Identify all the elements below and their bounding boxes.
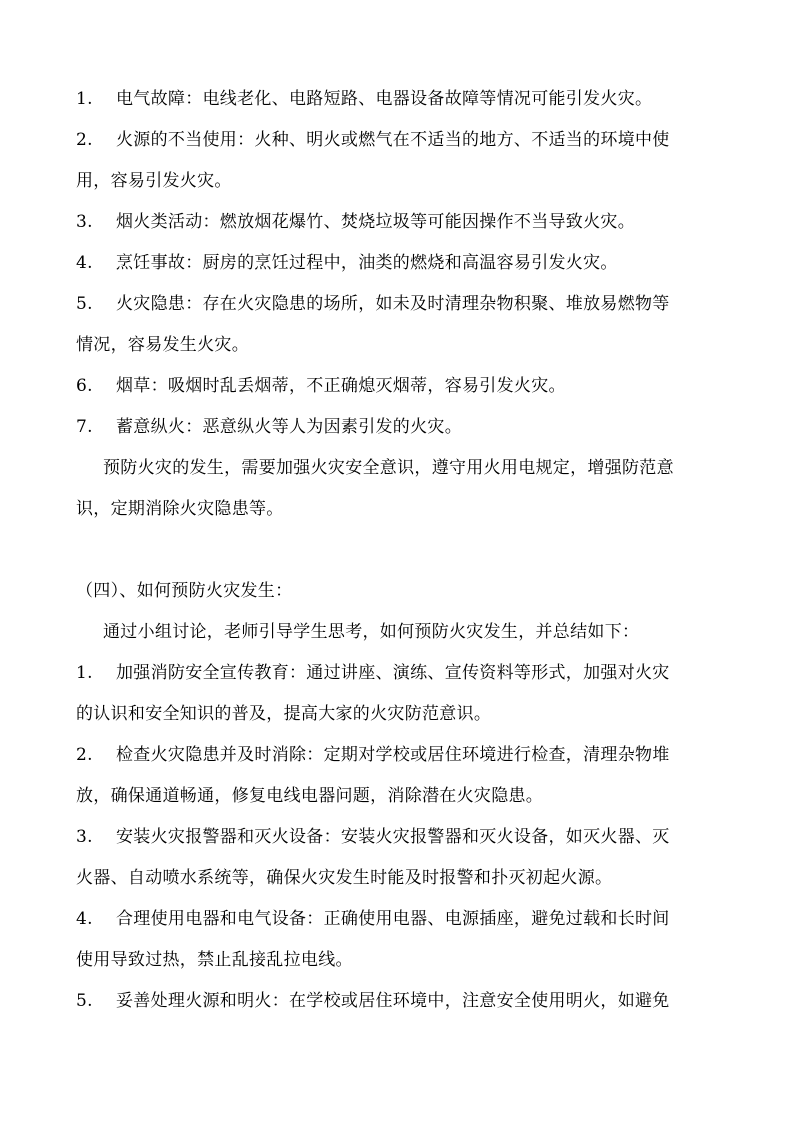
item-text: 火灾隐患：存在火灾隐患的场所，如未及时清理杂物积聚、堆放易燃物等 — [116, 294, 670, 314]
item-text: 火源的不当使用：火种、明火或燃气在不适当的地方、不适当的环境中使 — [116, 130, 670, 150]
list-item-continuation: 火器、自动喷水系统等，确保火灾发生时能及时报警和扑灭初起火源。 — [76, 868, 613, 888]
list-item-continuation: 放，确保通道畅通，修复电线电器问题，消除潜在火灾隐患。 — [76, 786, 544, 806]
list-item — [76, 416, 726, 438]
section-heading: （四）、如何预防火灾发生： — [76, 581, 293, 601]
list-item — [76, 826, 726, 848]
item-number: 5. — [76, 294, 93, 314]
list-item-continuation: 用，容易引发火灾。 — [76, 171, 232, 191]
item-number: 5. — [76, 991, 93, 1011]
item-text: 烟火类活动：燃放烟花爆竹、焚烧垃圾等可能因操作不当导致火灾。 — [116, 212, 635, 232]
intro-paragraph: 通过小组讨论，老师引导学生思考，如何预防火灾发生，并总结如下： — [103, 622, 640, 642]
item-text: 烹饪事故：厨房的烹饪过程中，油类的燃烧和高温容易引发火灾。 — [116, 253, 618, 273]
summary-paragraph-line: 预防火灾的发生，需要加强火灾安全意识，遵守用火用电规定，增强防范意 — [103, 458, 674, 478]
item-number: 1. — [76, 89, 93, 109]
list-item-continuation: 的认识和安全知识的普及，提高大家的火灾防范意识。 — [76, 704, 492, 724]
list-item — [76, 375, 726, 397]
item-text: 妥善处理火源和明火：在学校或居住环境中，注意安全使用明火，如避免 — [116, 991, 670, 1011]
list-item — [76, 990, 726, 1012]
item-number: 4. — [76, 909, 93, 929]
item-number: 3. — [76, 827, 93, 847]
item-text: 电气故障：电线老化、电路短路、电器设备故障等情况可能引发火灾。 — [116, 89, 653, 109]
list-item — [76, 293, 726, 315]
item-number: 3. — [76, 212, 93, 232]
item-number: 2. — [76, 745, 93, 765]
list-item-continuation: 使用导致过热，禁止乱接乱拉电线。 — [76, 950, 353, 970]
list-item — [76, 88, 726, 110]
summary-paragraph-line: 识，定期消除火灾隐患等。 — [76, 499, 284, 519]
item-number: 2. — [76, 130, 93, 150]
list-item — [76, 744, 726, 766]
list-item — [76, 211, 726, 233]
list-item-continuation: 情况，容易发生火灾。 — [76, 335, 249, 355]
item-number: 1. — [76, 663, 93, 683]
list-item — [76, 129, 726, 151]
item-text: 蓄意纵火：恶意纵火等人为因素引发的火灾。 — [116, 417, 462, 437]
list-item — [76, 908, 726, 930]
item-text: 安装火灾报警器和灭火设备：安装火灾报警器和灭火设备，如灭火器、灭 — [116, 827, 670, 847]
item-text: 合理使用电器和电气设备：正确使用电器、电源插座，避免过载和长时间 — [116, 909, 670, 929]
item-text: 烟草：吸烟时乱丢烟蒂，不正确熄灭烟蒂，容易引发火灾。 — [116, 376, 566, 396]
list-item — [76, 662, 726, 684]
item-text: 检查火灾隐患并及时消除：定期对学校或居住环境进行检查，清理杂物堆 — [116, 745, 670, 765]
list-item — [76, 252, 726, 274]
item-number: 7. — [76, 417, 93, 437]
item-number: 6. — [76, 376, 93, 396]
item-number: 4. — [76, 253, 93, 273]
item-text: 加强消防安全宣传教育：通过讲座、演练、宣传资料等形式，加强对火灾 — [116, 663, 670, 683]
